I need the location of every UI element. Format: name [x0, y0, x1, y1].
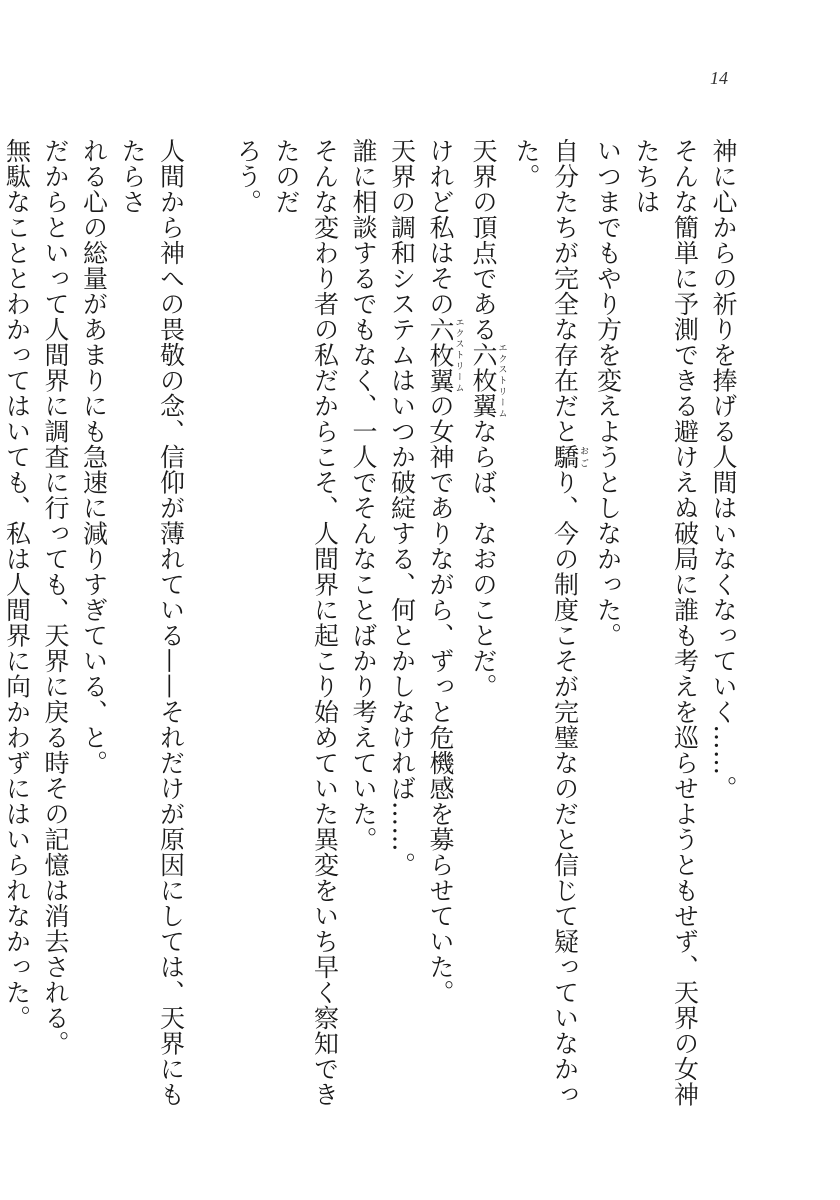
text-body	[0, 138, 742, 1118]
text-line: だからといって人間界に調査に行っても、天界に戻る時その記憶は消去される。	[41, 138, 70, 1056]
text-line: けれど私はその六枚翼エクストリームの女神でありながら、ずっと危機感を募らせていた。	[426, 138, 464, 1005]
text-line: いつまでもやり方を変えようとしなかった。	[593, 138, 623, 648]
ruby-base: 六枚翼	[426, 316, 455, 393]
text-line: そんな簡単に予測できる避けえぬ破局に誰も考えを巡らせようともせず、天界の女神たちは	[632, 138, 700, 1107]
text-line: 天界の調和システムはいつか破綻する、何とかしなければ……。	[387, 138, 417, 878]
ruby-extreme	[426, 316, 464, 394]
text-line: 神に心からの祈りを捧げる人間はいなくなっていく……。	[709, 138, 738, 801]
text-line: 自分たちが完全な存在だと驕おごり、今の制度こそが完璧なのだと信じて疑っていなかった。	[512, 138, 588, 1107]
blank-line	[190, 138, 229, 1118]
ruby-ogori	[550, 444, 588, 470]
text-line: 無駄なこととわかってはいても、私は人間界に向かわずにはいられなかった。	[2, 138, 32, 1031]
ruby-reading: エクストリーム	[496, 342, 507, 419]
text-line: 誰に相談するでもなく、一人でそんなことばかり考えていた。	[349, 138, 378, 852]
text-line: れる心の総量があまりにも急速に減りすぎている、と。	[79, 138, 109, 776]
ruby-reading: おご	[578, 444, 588, 470]
ruby-extreme	[469, 342, 507, 419]
ruby-base: 驕	[550, 444, 580, 470]
text-line: ろう。	[233, 138, 263, 215]
text-line: 天界の頂点である六枚翼エクストリームならば、なおのことだ。	[469, 138, 507, 699]
text-line: 人間から神への畏敬の念、信仰が薄れている——それだけが原因にしては、天界にもたらさ	[118, 138, 186, 1107]
page-number: 14	[710, 68, 728, 88]
text-line: そんな変わり者の私だからこそ、人間界に起こり始めていた異変をいち早く察知できたのだ	[272, 138, 340, 1107]
ruby-base: 六枚翼	[469, 342, 498, 419]
ruby-reading: エクストリーム	[453, 316, 464, 393]
